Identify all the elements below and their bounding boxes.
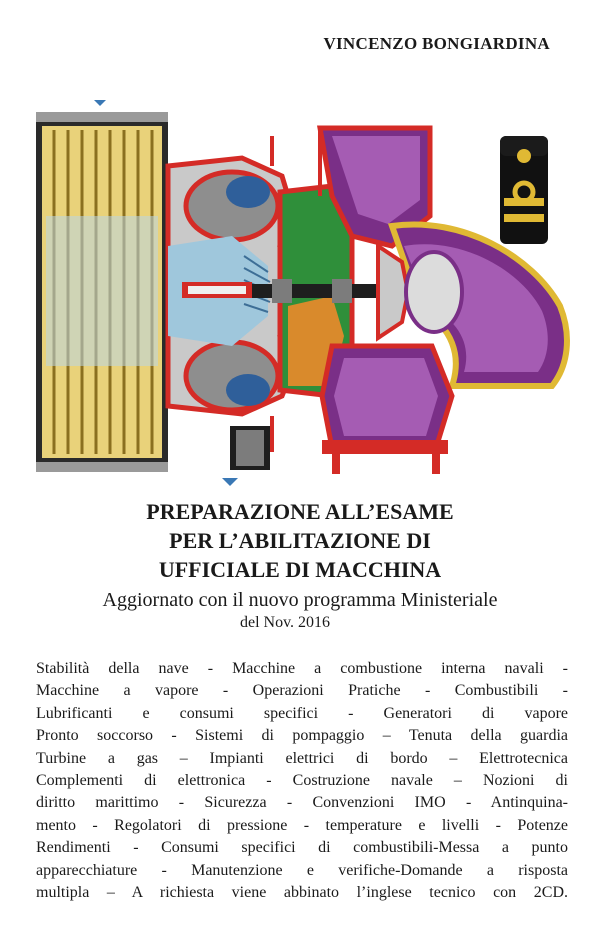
topics-line: diritto marittimo - Sicurezza - Convenzioni IMO - Antinquina- — [36, 794, 568, 812]
topics-line: Rendimenti - Consumi specifici di combustibili-Messa a punto — [36, 839, 568, 857]
topics-line: Complementi di elettronica - Costruzione navale – Nozioni di — [36, 772, 568, 790]
topics-line: multipla – A richiesta viene abbinato l’inglese tecnico con 2CD. — [36, 884, 568, 902]
topics-line: Turbine a gas – Impianti elettrici di bordo – Elettrotecnica — [36, 749, 568, 767]
turbocharger-cutaway-icon — [32, 96, 572, 488]
topics-line: Macchine a vapore - Operazioni Pratiche - Combustibili - — [36, 682, 568, 700]
topics-line: apparecchiature - Manutenzione e verifiche-Domande a risposta — [36, 861, 568, 879]
title-line-3: UFFICIALE DI MACCHINA — [158, 557, 442, 582]
epaulette-icon — [500, 136, 548, 244]
author-name: VINCENZO BONGIARDINA — [323, 34, 550, 53]
topics-list — [36, 658, 568, 904]
topics-line: mento - Regolatori di pressione - temperature e livelli - Potenze — [36, 816, 568, 834]
title-line-2: PER L’ABILITAZIONE DI — [169, 528, 431, 553]
title-line-1: PREPARAZIONE ALL’ESAME — [146, 499, 454, 524]
topics-line: Pronto soccorso - Sistemi di pompaggio – Tenuta della guardia — [36, 727, 568, 745]
topics-line: Stabilità della nave - Macchine a combustione interna navali - — [36, 660, 568, 677]
edition-date: del Nov. 2016 — [239, 614, 331, 631]
title-block — [0, 497, 600, 634]
subtitle: Aggiornato con il nuovo programma Ministeriale — [102, 589, 498, 611]
topics-line: Lubrificanti e consumi specifici - Generatori di vapore — [36, 704, 568, 722]
